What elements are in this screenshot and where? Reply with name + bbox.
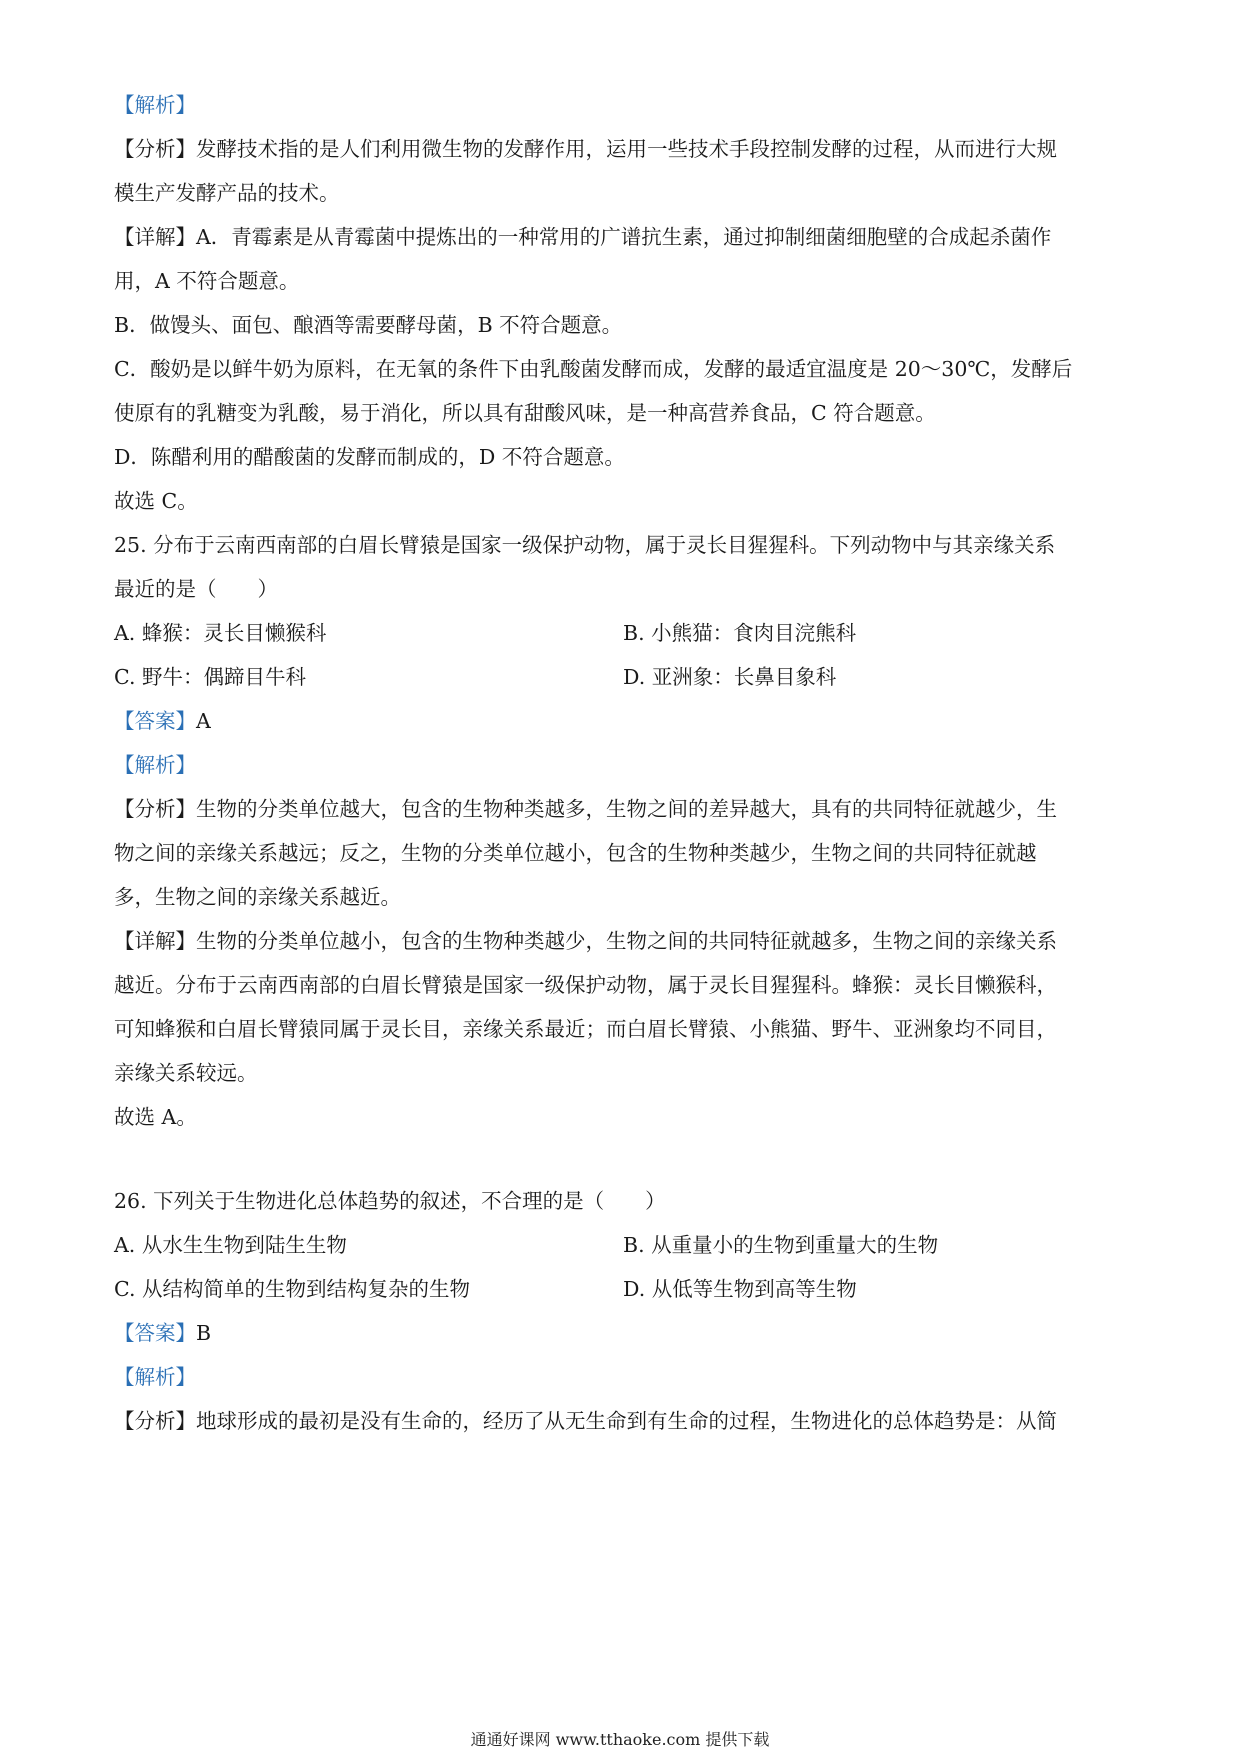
footer-watermark: 通通好课网 www.tthaoke.com 提供下载 bbox=[470, 1730, 770, 1749]
answer-line: 【答案】A bbox=[114, 709, 211, 733]
detail-line: B．做馒头、面包、酿酒等需要酵母菌，B 不符合题意。 bbox=[114, 313, 623, 337]
analysis-line: 模生产发酵产品的技术。 bbox=[114, 181, 340, 205]
question-stem: 26. 下列关于生物进化总体趋势的叙述，不合理的是（ ） bbox=[114, 1189, 666, 1213]
detail-line: 使原有的乳糖变为乳酸，易于消化，所以具有甜酸风味，是一种高营养食品，C 符合题意。 bbox=[114, 401, 936, 425]
option-d: D. 亚洲象：长鼻目象科 bbox=[623, 665, 837, 689]
option-a: A. 从水生生物到陆生生物 bbox=[114, 1233, 347, 1257]
option-d: D. 从低等生物到高等生物 bbox=[623, 1277, 857, 1301]
detail-line: 亲缘关系较远。 bbox=[114, 1061, 258, 1085]
option-b: B. 小熊猫：食肉目浣熊科 bbox=[623, 621, 857, 645]
detail-line: 越近。分布于云南西南部的白眉长臂猿是国家一级保护动物，属于灵长目猩猩科。蜂猴：灵长目懒猴科， bbox=[114, 973, 1057, 997]
analysis-line: 【分析】发酵技术指的是人们利用微生物的发酵作用，运用一些技术手段控制发酵的过程，从而进行大规 bbox=[114, 137, 1057, 161]
detail-line: 用，A 不符合题意。 bbox=[114, 269, 300, 293]
option-a: A. 蜂猴：灵长目懒猴科 bbox=[114, 621, 327, 645]
jiexi-heading: 【解析】 bbox=[114, 93, 196, 117]
analysis-line: 物之间的亲缘关系越远；反之，生物的分类单位越小，包含的生物种类越少，生物之间的共同特征就越 bbox=[114, 841, 1037, 865]
detail-line: 【详解】生物的分类单位越小，包含的生物种类越少，生物之间的共同特征就越多，生物之间的亲缘关系 bbox=[114, 929, 1057, 953]
detail-line: D．陈醋利用的醋酸菌的发酵而制成的，D 不符合题意。 bbox=[114, 445, 625, 469]
question-stem: 最近的是（ ） bbox=[114, 577, 278, 601]
option-b: B. 从重量小的生物到重量大的生物 bbox=[623, 1233, 939, 1257]
option-c: C. 从结构简单的生物到结构复杂的生物 bbox=[114, 1277, 470, 1301]
detail-line: C．酸奶是以鲜牛奶为原料，在无氧的条件下由乳酸菌发酵而成，发酵的最适宜温度是 20～30℃，发酵后 bbox=[114, 357, 1073, 381]
jiexi-heading: 【解析】 bbox=[114, 1365, 196, 1389]
analysis-line: 【分析】生物的分类单位越大，包含的生物种类越多，生物之间的差异越大，具有的共同特征就越少，生 bbox=[114, 797, 1057, 821]
option-c: C. 野牛：偶蹄目牛科 bbox=[114, 665, 306, 689]
conclusion: 故选 A。 bbox=[114, 1105, 197, 1129]
detail-line: 可知蜂猴和白眉长臂猿同属于灵长目，亲缘关系最近；而白眉长臂猿、小熊猫、野牛、亚洲象均不同目， bbox=[114, 1017, 1057, 1041]
detail-line: 【详解】A．青霉素是从青霉菌中提炼出的一种常用的广谱抗生素，通过抑制细菌细胞壁的合成起杀菌作 bbox=[114, 225, 1052, 249]
answer-line: 【答案】B bbox=[114, 1321, 212, 1345]
analysis-line: 【分析】地球形成的最初是没有生命的，经历了从无生命到有生命的过程，生物进化的总体趋势是：从简 bbox=[114, 1409, 1057, 1433]
question-stem: 25. 分布于云南西南部的白眉长臂猿是国家一级保护动物，属于灵长目猩猩科。下列动物中与其亲缘关系 bbox=[114, 533, 1056, 557]
conclusion: 故选 C。 bbox=[114, 489, 198, 513]
jiexi-heading: 【解析】 bbox=[114, 753, 196, 777]
analysis-line: 多，生物之间的亲缘关系越近。 bbox=[114, 885, 401, 909]
